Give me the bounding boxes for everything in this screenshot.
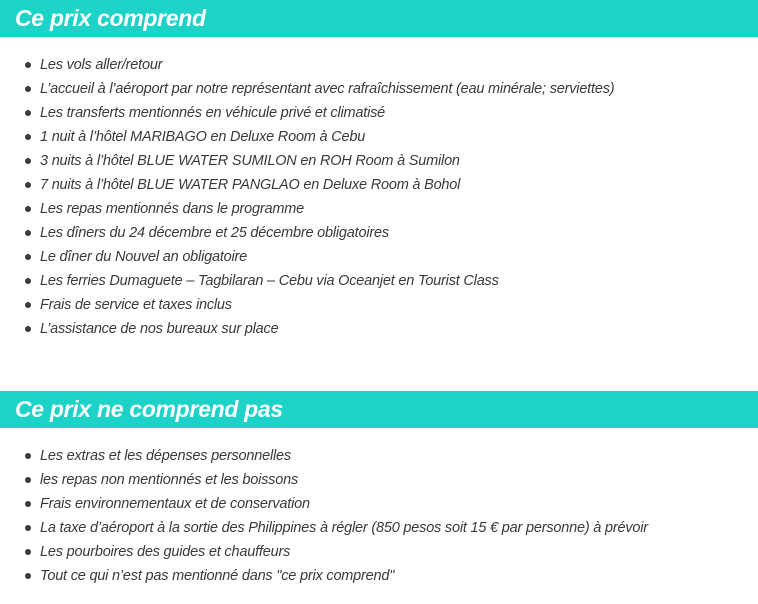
bullet-icon [25,230,31,236]
list-item [0,53,614,77]
bullet-icon [25,254,31,260]
list-item-text: Les repas mentionnés dans le programme [40,201,305,217]
list-item-text: L’accueil à l’aéroport par notre représentant avec rafraîchissement (eau minérale; serviettes) [40,81,615,97]
list-item [0,444,648,468]
list-item-text: Les transferts mentionnés en véhicule privé et climatisé [40,105,386,121]
list-item [0,77,614,101]
bullet-icon [25,453,31,459]
list-item-text: Les vols aller/retour [40,57,163,73]
list-item-text: Les pourboires des guides et chauffeurs [40,544,291,560]
list-item-text: Tout ce qui n’est pas mentionné dans "ce prix comprend" [40,568,395,584]
list-item [0,516,648,540]
bullet-icon [25,182,31,188]
list-item-text: Le dîner du Nouvel an obligatoire [40,249,248,265]
list-item [0,564,648,588]
list-item [0,492,648,516]
list-item [0,540,648,564]
bullet-icon [25,206,31,212]
bullet-icon [25,134,31,140]
list-item [0,221,614,245]
list-item-text: 3 nuits à l’hôtel BLUE WATER SUMILON en ROH Room à Sumilon [40,153,460,169]
list-item-text: Les extras et les dépenses personnelles [40,448,291,464]
list-item [0,245,614,269]
bullet-icon [25,573,31,579]
bullet-icon [25,477,31,483]
list-item [0,293,614,317]
bullet-icon [25,158,31,164]
list-item [0,125,614,149]
list-item [0,197,614,221]
bullet-icon [25,549,31,555]
list-item [0,317,614,341]
list-item [0,173,614,197]
bullet-icon [25,86,31,92]
list-item-text: Frais de service et taxes inclus [40,297,232,313]
list-item-text: 7 nuits à l’hôtel BLUE WATER PANGLAO en Deluxe Room à Bohol [40,177,461,193]
bullet-icon [25,110,31,116]
bullet-icon [25,62,31,68]
list-item-text: L’assistance de nos bureaux sur place [40,321,279,337]
excludes-section-title: Ce prix ne comprend pas [0,391,758,428]
bullet-icon [25,326,31,332]
bullet-icon [25,525,31,531]
list-item-text: Les dîners du 24 décembre et 25 décembre obligatoires [40,225,389,241]
list-item [0,101,614,125]
list-item-text: Les ferries Dumaguete – Tagbilaran – Cebu via Oceanjet en Tourist Class [40,273,499,289]
bullet-icon [25,302,31,308]
includes-section-title: Ce prix comprend [0,0,758,37]
excludes-list [0,444,648,588]
list-item-text: Frais environnementaux et de conservation [40,496,310,512]
bullet-icon [25,501,31,507]
list-item-text: 1 nuit à l’hôtel MARIBAGO en Deluxe Room à Cebu [40,129,366,145]
list-item-text: les repas non mentionnés et les boissons [40,472,298,488]
includes-list [0,53,614,341]
list-item [0,269,614,293]
bullet-icon [25,278,31,284]
list-item-text: La taxe d’aéroport à la sortie des Philippines à régler (850 pesos soit 15 € par personne) à prévoir [40,520,648,536]
list-item [0,468,648,492]
list-item [0,149,614,173]
